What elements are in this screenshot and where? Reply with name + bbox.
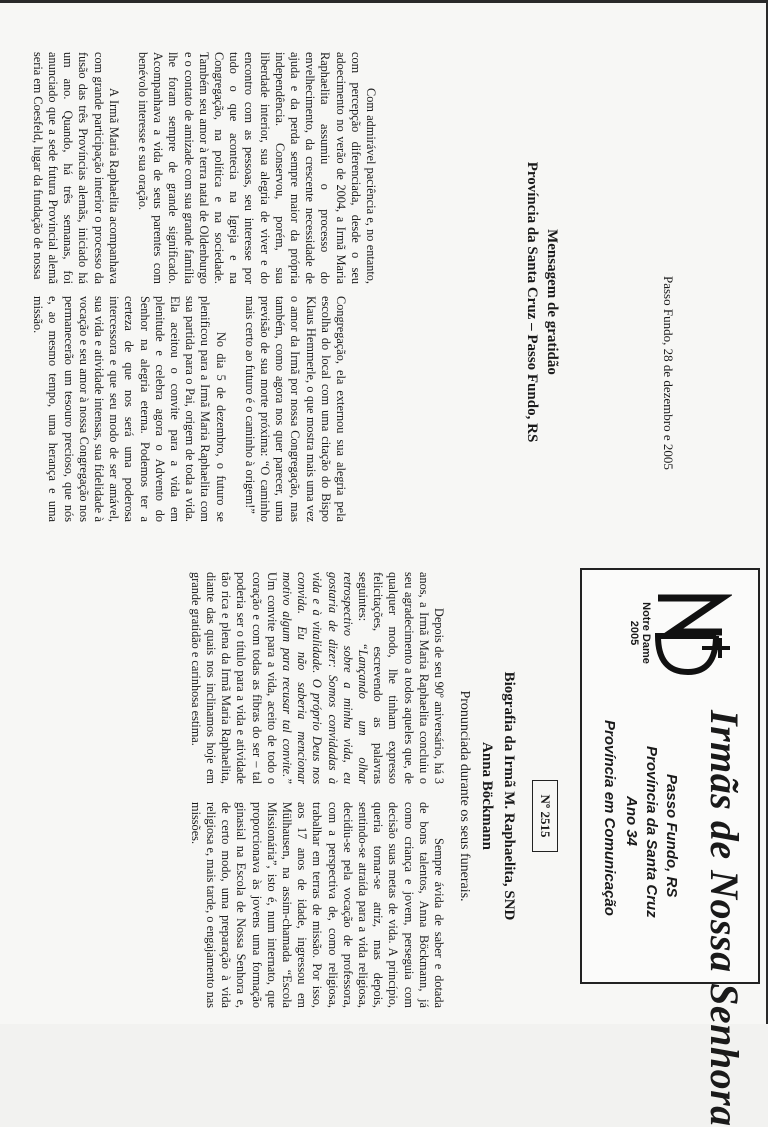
masthead-province: Província da Santa Cruz [643,746,660,918]
masthead-year: Ano 34 [623,796,640,847]
biography-title [476,626,520,966]
paragraph: Com admirável paciência e, no entanto, com percepção diferenciada, desde o seu adoecimento no verão de 2004, a Irmã Maria Raphaelita assumiu o processo do envelhecimento, da crescente necessidade de ajuda e da perda sempre maior da própria independência. Conservou, porém, sua liberdade interior, sua alegria de viver e do encontro com as pessoas, seu interesse por tudo o que acontecia na Igreja e na Congregação, na política e na sociedade. Também seu amor à terra natal de Oldenburgo e o contato de amizade com sua grande família lhe foram sempre de grande significado. Acompanhava a vida de seus parentes com benévolo interesse e sua oração. [135,52,378,284]
biography-column-1 [188,572,446,784]
text-span: Um convite para a vida, aceito de todo o coração e com todas as fibras do ser – tal poderia ser o título para a vida e atividade tão rica e plena da Irmã Maria Raphaelita, diante das quais nos inclinamos hoje em grande gratidão e carinhosa estima. [188,572,279,784]
paragraph: Congregação, ela externou sua alegria pela escolha do local com uma citação do Bispo Klaus Hemmerle, o que mostra mais uma vez o amor da Irmã por nossa Congregação, mas também, como agora nos quer parecer, uma previsão de sua morte próxima: “O caminho mais certo ao futuro é o caminho à origem!” [242,296,348,522]
paragraph: Sempre ávida de saber e dotada de bons talentos, Anna Böckmann, já como criança e jovem, perseguia com decisão suas metas de vida. A princípio, queria tornar-se atriz, mas depois, sentindo-se atraída para a vida religiosa, decidiu-se pela vocação de professora, com a perspectiva de, como religiosa, trabalhar em terras de missão. Por isso, aos 17 anos de idade, ingressou em Mülhausen, na assim-chamada “Escola Missionária”, isto é, num internato, que proporcionava às jovens uma formação ginasial na Escola de Nossa Senhora e, de certo modo, uma preparação à vida religiosa e, mais tarde, o engajamento nas missões. [188,802,446,1008]
paragraph [188,572,446,784]
gratitude-title: Mensagem de gratidão [544,229,560,375]
issue-number-box: Nº 2515 [532,780,558,852]
left-column-a [30,52,378,284]
biography-title-line: Biografia da Irmã M. Raphaelita, SND [501,671,517,921]
paragraph: No dia 5 de dezembro, o futuro se plenificou para a Irmã Maria Raphaelita com sua partida para o Pai, origem de toda a vida. Ela aceitou o convite para a vida em plenitude e celebra agora o Advento do Senhor na alegria eterna. Podemos ter a certeza de que nos será uma poderosa intercessora e que seu modo de ser amável, sua vida e atividade intensas, sua fidelidade à vocação e seu amor à nossa Congregação nos permanecerão um tesouro precioso, que nós e, ao mesmo tempo, uma herança e uma missão. [31,296,228,522]
quote: “Lançando um olhar retrospectivo sobre a minha vida, eu gostaria de dizer: Somos convidadas à vida e à vitalidade. O próprio Deus nos convida. Eu não saberia mencionar motivo algum para recusar tal convite.” [279,572,370,784]
province-title: Província da Santa Cruz – Passo Fundo, RS [524,161,540,443]
left-column-b [30,296,348,522]
paragraph: A Irmã Maria Raphaelita acompanhava com grande participação interior o processo da fusão das três Províncias alemãs, iniciado há um ano. Quando, há três semanas, foi anunciado que a sede futura Provincial alemã seria em Coesfeld, lugar da fundação de nossa [30,52,121,284]
logo-caption-year: 2005 [628,620,640,646]
biography-column-2 [188,802,446,1008]
masthead-title: Irmãs de Nossa Senhora [702,710,747,1127]
masthead-box [580,568,760,1127]
biography-name: Anna Böckmann [479,742,495,850]
signature-date: Passo Fundo, 28 de dezembro e 2005 [661,276,676,470]
logo-caption [628,588,652,678]
masthead-city: Passo Fundo, RS [663,774,680,898]
masthead-subtitle: Província em Comunicação [601,720,618,916]
biography-subtitle: Pronunciada durante os seus funerais. [457,690,472,902]
logo-caption-line: Notre Dame [640,602,652,664]
gratitude-heading [522,92,562,512]
text-span: Depois de seu 90º aniversário, há 3 anos, a Irmã Maria Raphaelita concluiu o seu agradecimento a todos aqueles que, de qualquer modo, lhe tinham expresso felicitações, escrevendo as palavras seguintes: [355,572,446,784]
notre-dame-logo [652,592,732,676]
